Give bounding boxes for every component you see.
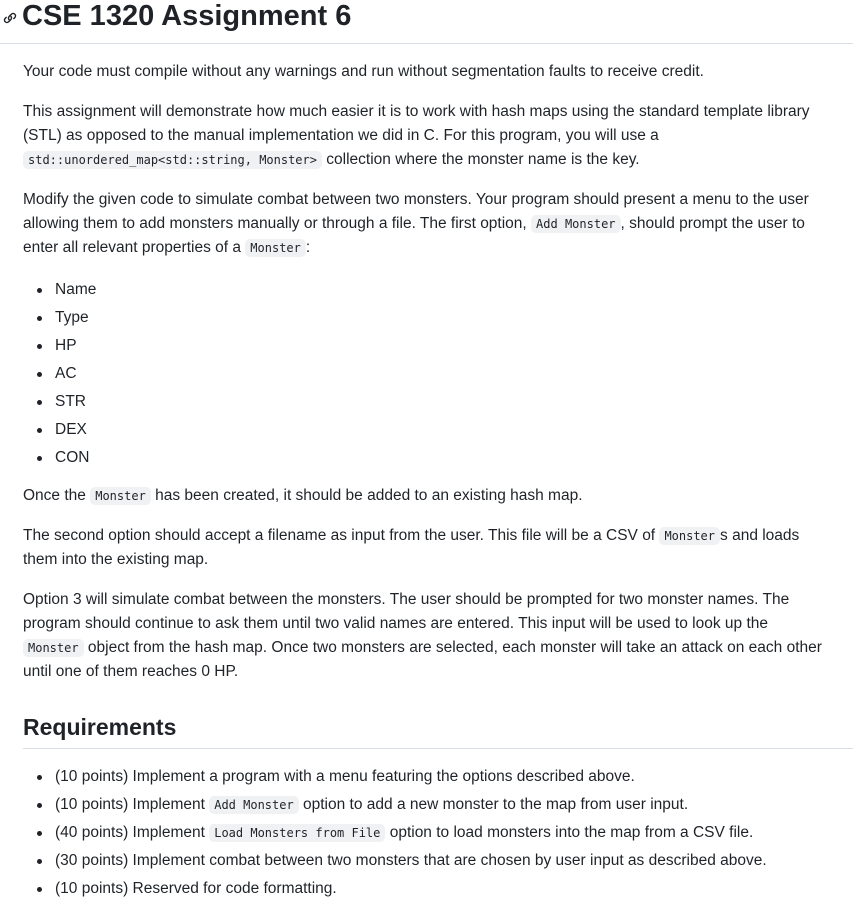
requirements-heading: Requirements bbox=[23, 714, 177, 740]
list-item-label: DEX bbox=[55, 421, 87, 438]
text: The second option should accept a filename as input from the user. This file will be a CSV of bbox=[23, 527, 660, 544]
text: allowing them to add monsters manually or through a file. The first option, bbox=[23, 215, 532, 232]
list-item-label: HP bbox=[55, 337, 77, 354]
list-item bbox=[0, 360, 862, 388]
inline-code: Monster bbox=[245, 239, 306, 257]
bullet bbox=[37, 428, 42, 433]
inline-code: std::unordered_map<std::string, Monster> bbox=[23, 151, 322, 169]
list-item bbox=[0, 791, 862, 819]
list-item bbox=[0, 416, 862, 444]
text: collection where the monster name is the key. bbox=[321, 151, 640, 168]
list-item-label: Name bbox=[55, 281, 97, 298]
text: until one of them reaches 0 HP. bbox=[23, 663, 239, 680]
bullet bbox=[37, 803, 42, 808]
inline-code: Monster bbox=[659, 527, 720, 545]
list-item bbox=[0, 763, 862, 791]
inline-code: Add Monster bbox=[531, 215, 620, 233]
bullet bbox=[37, 831, 42, 836]
text: Once the bbox=[23, 487, 91, 504]
text: enter all relevant properties of a bbox=[23, 239, 246, 256]
bullet bbox=[37, 372, 42, 377]
paragraph-option-3 bbox=[0, 588, 843, 684]
list-item-label: CON bbox=[55, 449, 90, 466]
paragraph-once bbox=[0, 484, 843, 508]
list-item-label: (10 points) Implement a program with a menu featuring the options described above. bbox=[55, 768, 635, 785]
requirements-list bbox=[0, 763, 862, 903]
bullet bbox=[37, 344, 42, 349]
list-item-label: STR bbox=[55, 393, 86, 410]
text: (40 points) Implement bbox=[55, 824, 210, 841]
inline-code: Monster bbox=[90, 487, 151, 505]
list-item-label: Type bbox=[55, 309, 89, 326]
list-item bbox=[0, 847, 862, 875]
text: : bbox=[305, 239, 311, 256]
inline-code: Load Monsters from File bbox=[209, 824, 385, 842]
text: (10 points) Implement bbox=[55, 796, 210, 813]
title-row bbox=[0, 0, 853, 44]
paragraph-second-option bbox=[0, 524, 843, 572]
text: object from the hash map. Once two monsters are selected, each monster will take an attack on each other bbox=[83, 639, 822, 656]
list-item-label: AC bbox=[55, 365, 77, 382]
text: s and loads bbox=[720, 527, 800, 544]
paragraph-modify bbox=[0, 188, 843, 260]
text: them into the existing map. bbox=[23, 551, 209, 568]
bullet bbox=[37, 859, 42, 864]
list-item bbox=[0, 444, 862, 472]
bullet bbox=[37, 288, 42, 293]
bullet bbox=[37, 775, 42, 780]
text: This assignment will demonstrate how much easier it is to work with hash maps using the standard template library bbox=[23, 103, 810, 120]
list-item bbox=[0, 875, 862, 903]
bullet bbox=[37, 887, 42, 892]
list-item-label: (30 points) Implement combat between two monsters that are chosen by user input as described above. bbox=[55, 852, 767, 869]
list-item bbox=[0, 276, 862, 304]
text: Your code must compile without any warnings and run without segmentation faults to receive credit. bbox=[23, 63, 704, 80]
text: Option 3 will simulate combat between the monsters. The user should be prompted for two monster names. The bbox=[23, 591, 790, 608]
bullet bbox=[37, 456, 42, 461]
list-item bbox=[0, 388, 862, 416]
page-title: CSE 1320 Assignment 6 bbox=[22, 0, 352, 32]
text: has been created, it should be added to an existing hash map. bbox=[150, 487, 583, 504]
list-item-label: (10 points) Reserved for code formatting. bbox=[55, 880, 337, 897]
list-item bbox=[0, 304, 862, 332]
text: , should prompt the user to bbox=[620, 215, 805, 232]
paragraph-credit bbox=[0, 60, 843, 84]
inline-code: Add Monster bbox=[209, 796, 298, 814]
text: program should continue to ask them until two valid names are entered. This input will be used to look up the bbox=[23, 615, 768, 632]
link-icon[interactable] bbox=[2, 10, 18, 26]
text: (STL) as opposed to the manual implementation we did in C. For this program, you will use a bbox=[23, 127, 659, 144]
requirements-heading-row bbox=[23, 708, 853, 749]
list-item bbox=[0, 332, 862, 360]
text: option to add a new monster to the map from user input. bbox=[298, 796, 689, 813]
text: Modify the given code to simulate combat between two monsters. Your program should present a menu to the user bbox=[23, 191, 809, 208]
list-item bbox=[0, 819, 862, 847]
inline-code: Monster bbox=[23, 639, 84, 657]
bullet bbox=[37, 400, 42, 405]
property-list bbox=[0, 276, 862, 472]
paragraph-intro bbox=[0, 100, 843, 172]
bullet bbox=[37, 316, 42, 321]
text: option to load monsters into the map from a CSV file. bbox=[385, 824, 754, 841]
